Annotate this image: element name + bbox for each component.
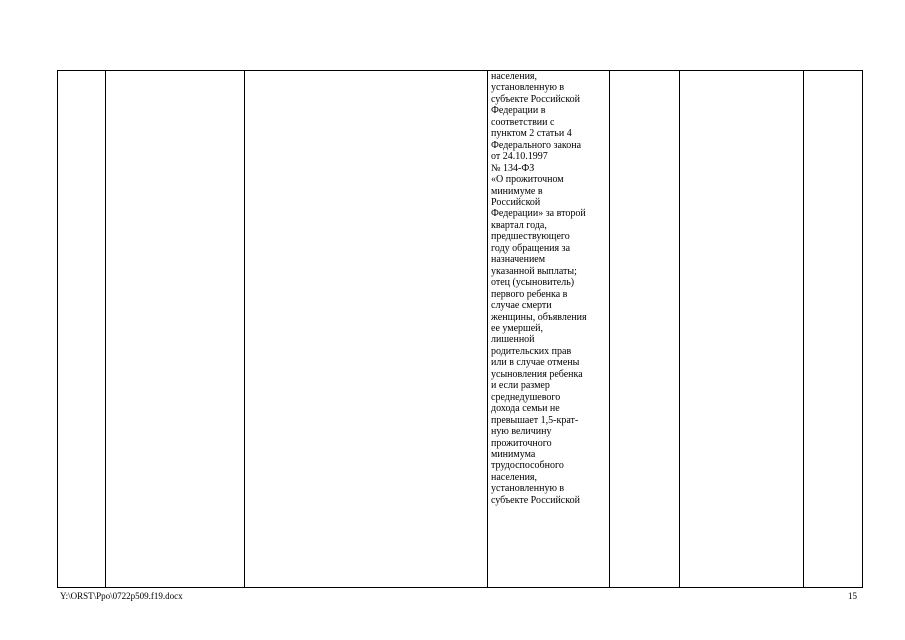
- cell-text-line: назначением: [491, 254, 546, 266]
- cell-text-line: № 134-ФЗ: [491, 162, 535, 174]
- cell-text-line: усыновления ребенка: [491, 368, 583, 380]
- cell-text-line: превышает 1,5-крат-: [491, 414, 579, 426]
- cell-text-line: Федерации в: [491, 105, 546, 117]
- table-cell-col5: [610, 71, 680, 588]
- cell-text-line: предшествующего: [491, 231, 570, 243]
- cell-text-line: случае смерти: [491, 300, 552, 312]
- cell-text-line: субъекте Российской: [491, 494, 580, 506]
- cell-text-line: «О прожиточном: [491, 174, 564, 186]
- cell-text-line: или в случае отмены: [491, 357, 580, 369]
- cell-text-line: родительских прав: [491, 345, 572, 357]
- cell-text-line: году обращения за: [491, 242, 571, 254]
- cell-text-line: установленную в: [491, 82, 565, 94]
- cell-text-line: минимуме в: [491, 185, 543, 197]
- cell-text-line: соответствии с: [491, 116, 555, 128]
- cell-text: [488, 71, 609, 506]
- footer-file-path: Y:\ORST\Ppo\0722p509.f19.docx: [60, 591, 183, 601]
- cell-text-line: дохода семьи не: [491, 403, 560, 415]
- cell-text-line: минимума: [491, 448, 536, 460]
- table-cell-col7: [804, 71, 863, 588]
- cell-text-line: от 24.10.1997: [491, 151, 548, 163]
- cell-text-line: Федерации» за второй: [491, 208, 586, 220]
- table-cell-col4: [488, 71, 610, 588]
- cell-text-line: среднедушевого: [491, 391, 561, 403]
- cell-text-line: указанной выплаты;: [491, 265, 577, 277]
- cell-text-line: населения,: [491, 71, 538, 82]
- document-table: [57, 70, 863, 588]
- table-cell-col3: [245, 71, 488, 588]
- cell-text-line: пунктом 2 статьи 4: [491, 128, 572, 140]
- table-cell-col6: [680, 71, 804, 588]
- cell-text-line: населения,: [491, 471, 538, 483]
- cell-text-line: ную величину: [491, 426, 552, 438]
- table-cell-col1: [58, 71, 106, 588]
- cell-text-line: трудоспособного: [491, 460, 564, 472]
- cell-text-line: ее умершей,: [491, 322, 544, 334]
- cell-text-line: первого ребенка в: [491, 288, 568, 300]
- cell-text-line: женщины, объявления: [491, 311, 587, 323]
- footer-page-number: 15: [848, 591, 857, 601]
- cell-text-line: Российской: [491, 196, 541, 208]
- table-cell-col2: [106, 71, 245, 588]
- cell-text-line: квартал года,: [491, 219, 547, 231]
- cell-text-line: установленную в: [491, 483, 565, 495]
- cell-text-line: Федерального закона: [491, 139, 582, 151]
- cell-text-line: прожиточного: [491, 437, 552, 449]
- cell-text-line: и если размер: [491, 380, 550, 392]
- table-row: [58, 71, 863, 588]
- cell-text-line: отец (усыновитель): [491, 277, 575, 289]
- cell-text-line: субъекте Российской: [491, 93, 580, 105]
- cell-text-line: лишенной: [491, 334, 535, 346]
